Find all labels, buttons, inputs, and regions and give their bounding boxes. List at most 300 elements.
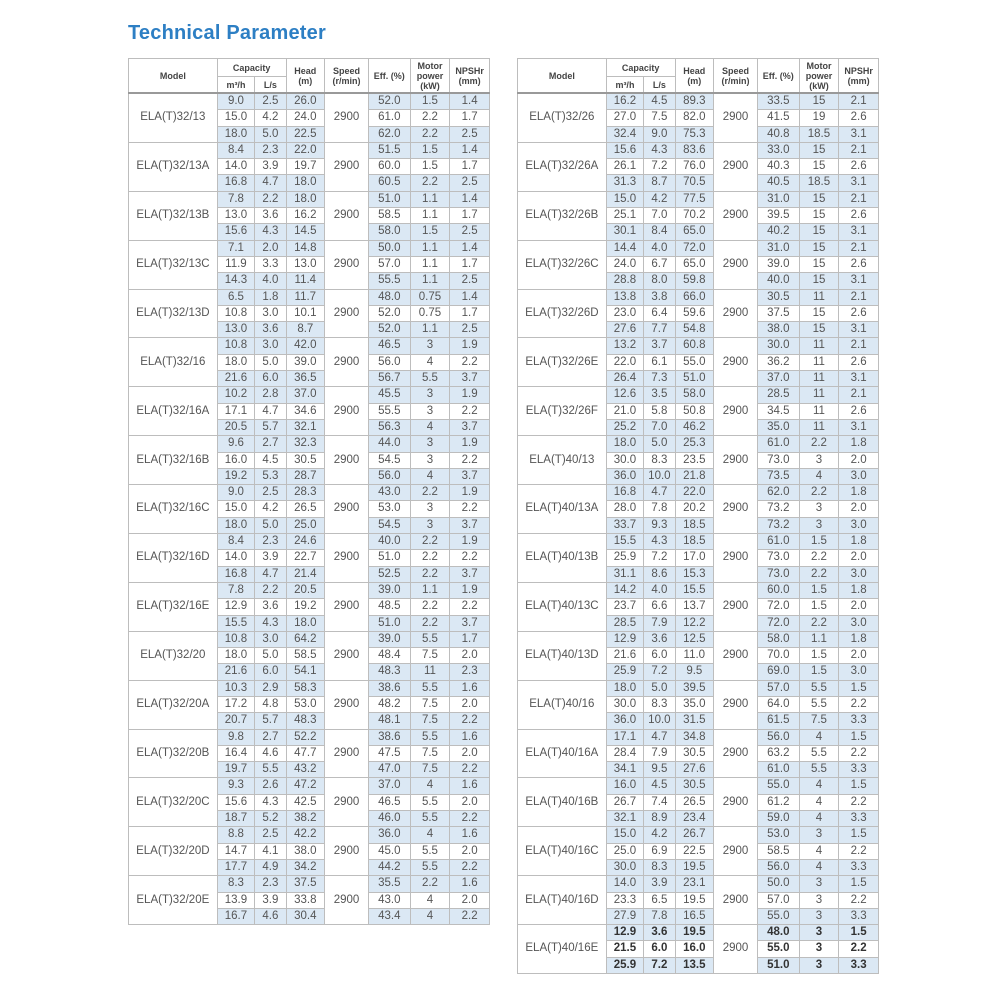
capacity-ls-cell: 7.7	[644, 322, 675, 338]
motor-power-cell: 5.5	[410, 811, 450, 827]
table-row	[518, 778, 879, 794]
capacity-ls-cell: 6.1	[644, 354, 675, 370]
npshr-cell: 2.0	[839, 599, 879, 615]
left-parameter-table-container	[128, 58, 490, 925]
eff-cell: 56.0	[757, 859, 799, 875]
head-cell: 16.2	[286, 208, 325, 224]
capacity-m3h-cell: 14.2	[606, 582, 644, 598]
motor-power-cell: 4	[799, 794, 839, 810]
capacity-ls-cell: 4.5	[255, 452, 286, 468]
head-cell: 38.0	[286, 843, 325, 859]
eff-cell: 61.5	[757, 713, 799, 729]
eff-cell: 44.2	[368, 859, 410, 875]
npshr-cell: 2.2	[839, 794, 879, 810]
eff-cell: 47.0	[368, 762, 410, 778]
motor-power-cell: 4	[799, 468, 839, 484]
capacity-ls-cell: 5.8	[644, 403, 675, 419]
speed-cell: 2900	[325, 436, 369, 485]
npshr-cell: 1.4	[450, 93, 490, 110]
npshr-cell: 3.7	[450, 468, 490, 484]
eff-cell: 31.0	[757, 240, 799, 256]
motor-power-cell: 5.5	[410, 843, 450, 859]
table-row	[129, 142, 490, 158]
head-cell: 42.2	[286, 827, 325, 843]
npshr-cell: 2.2	[839, 696, 879, 712]
capacity-ls-cell: 3.0	[255, 305, 286, 321]
capacity-m3h-cell: 17.1	[606, 729, 644, 745]
capacity-m3h-cell: 18.0	[606, 680, 644, 696]
right-parameter-table-container	[517, 58, 879, 974]
motor-power-cell: 15	[799, 191, 839, 207]
table-row	[129, 436, 490, 452]
npshr-cell: 3.7	[450, 419, 490, 435]
npshr-cell: 2.1	[839, 240, 879, 256]
speed-cell: 2900	[325, 631, 369, 680]
npshr-cell: 2.0	[450, 745, 490, 761]
eff-cell: 52.5	[368, 566, 410, 582]
eff-cell: 48.0	[757, 925, 799, 941]
head-cell: 22.7	[286, 550, 325, 566]
capacity-m3h-cell: 15.0	[217, 501, 255, 517]
motor-power-cell: 1.1	[410, 208, 450, 224]
model-cell: ELA(T)32/13B	[129, 191, 218, 240]
motor-power-cell: 7.5	[410, 696, 450, 712]
capacity-m3h-cell: 22.0	[606, 354, 644, 370]
eff-cell: 39.0	[368, 631, 410, 647]
eff-cell: 56.0	[368, 354, 410, 370]
motor-power-cell: 3	[410, 501, 450, 517]
table-header	[518, 59, 879, 94]
head-cell: 24.0	[286, 110, 325, 126]
npshr-cell: 1.7	[450, 631, 490, 647]
head-cell: 25.0	[286, 517, 325, 533]
speed-cell: 2900	[714, 827, 758, 876]
capacity-m3h-cell: 19.7	[217, 762, 255, 778]
table-row	[129, 338, 490, 354]
capacity-ls-cell: 2.2	[255, 582, 286, 598]
capacity-ls-cell: 7.9	[644, 745, 675, 761]
table-row	[129, 631, 490, 647]
head-cell: 16.5	[675, 908, 714, 924]
eff-cell: 55.5	[368, 403, 410, 419]
eff-cell: 35.0	[757, 419, 799, 435]
capacity-m3h-cell: 15.6	[217, 224, 255, 240]
eff-cell: 51.0	[368, 191, 410, 207]
capacity-ls-cell: 5.0	[255, 354, 286, 370]
motor-power-cell: 1.5	[799, 599, 839, 615]
speed-cell: 2900	[325, 142, 369, 191]
capacity-ls-cell: 3.9	[255, 550, 286, 566]
capacity-ls-cell: 8.6	[644, 566, 675, 582]
capacity-ls-cell: 5.3	[255, 468, 286, 484]
head-cell: 19.5	[675, 925, 714, 941]
capacity-m3h-cell: 21.5	[606, 941, 644, 957]
header-motor-power: Motor power (kW)	[799, 59, 839, 94]
speed-cell: 2900	[325, 582, 369, 631]
capacity-ls-cell: 4.5	[644, 778, 675, 794]
head-cell: 43.2	[286, 762, 325, 778]
capacity-m3h-cell: 14.3	[217, 273, 255, 289]
eff-cell: 40.2	[757, 224, 799, 240]
eff-cell: 51.0	[368, 550, 410, 566]
npshr-cell: 2.2	[839, 843, 879, 859]
capacity-ls-cell: 4.3	[644, 534, 675, 550]
capacity-ls-cell: 4.7	[255, 175, 286, 191]
header-ls: L/s	[255, 77, 286, 94]
capacity-ls-cell: 7.0	[644, 419, 675, 435]
motor-power-cell: 1.1	[410, 256, 450, 272]
motor-power-cell: 5.5	[410, 371, 450, 387]
eff-cell: 37.0	[757, 371, 799, 387]
eff-cell: 39.0	[368, 582, 410, 598]
capacity-m3h-cell: 28.4	[606, 745, 644, 761]
table-row	[518, 729, 879, 745]
eff-cell: 56.0	[368, 468, 410, 484]
capacity-ls-cell: 2.5	[255, 93, 286, 110]
table-row	[518, 485, 879, 501]
npshr-cell: 3.3	[839, 859, 879, 875]
head-cell: 11.7	[286, 289, 325, 305]
eff-cell: 62.0	[757, 485, 799, 501]
capacity-ls-cell: 5.0	[255, 517, 286, 533]
head-cell: 19.5	[675, 859, 714, 875]
eff-cell: 55.5	[368, 273, 410, 289]
capacity-m3h-cell: 7.1	[217, 240, 255, 256]
npshr-cell: 2.2	[450, 550, 490, 566]
model-cell: ELA(T)40/16E	[518, 925, 607, 974]
motor-power-cell: 11	[799, 419, 839, 435]
npshr-cell: 3.1	[839, 419, 879, 435]
eff-cell: 43.0	[368, 485, 410, 501]
motor-power-cell: 11	[799, 354, 839, 370]
table-row	[129, 582, 490, 598]
motor-power-cell: 4	[410, 908, 450, 924]
eff-cell: 46.5	[368, 794, 410, 810]
table-row	[129, 93, 490, 110]
capacity-ls-cell: 7.2	[644, 159, 675, 175]
motor-power-cell: 4	[410, 892, 450, 908]
eff-cell: 60.0	[368, 159, 410, 175]
motor-power-cell: 3	[799, 876, 839, 892]
head-cell: 64.2	[286, 631, 325, 647]
capacity-m3h-cell: 14.4	[606, 240, 644, 256]
capacity-m3h-cell: 33.7	[606, 517, 644, 533]
capacity-m3h-cell: 25.2	[606, 419, 644, 435]
model-cell: ELA(T)32/16A	[129, 387, 218, 436]
capacity-ls-cell: 9.5	[644, 762, 675, 778]
motor-power-cell: 1.5	[799, 648, 839, 664]
capacity-ls-cell: 5.5	[255, 762, 286, 778]
npshr-cell: 1.7	[450, 110, 490, 126]
capacity-ls-cell: 4.2	[255, 110, 286, 126]
capacity-ls-cell: 6.0	[255, 664, 286, 680]
npshr-cell: 2.6	[839, 110, 879, 126]
model-cell: ELA(T)32/16	[129, 338, 218, 387]
speed-cell: 2900	[325, 485, 369, 534]
speed-cell: 2900	[714, 191, 758, 240]
eff-cell: 48.4	[368, 648, 410, 664]
table-row	[518, 827, 879, 843]
eff-cell: 50.0	[368, 240, 410, 256]
capacity-ls-cell: 8.0	[644, 273, 675, 289]
capacity-m3h-cell: 30.1	[606, 224, 644, 240]
capacity-m3h-cell: 14.7	[217, 843, 255, 859]
eff-cell: 38.0	[757, 322, 799, 338]
capacity-ls-cell: 5.7	[255, 419, 286, 435]
eff-cell: 60.5	[368, 175, 410, 191]
model-cell: ELA(T)32/20C	[129, 778, 218, 827]
table-row	[129, 485, 490, 501]
header-speed: Speed (r/min)	[714, 59, 758, 94]
motor-power-cell: 4	[799, 778, 839, 794]
speed-cell: 2900	[325, 387, 369, 436]
capacity-m3h-cell: 10.8	[217, 631, 255, 647]
eff-cell: 36.0	[368, 827, 410, 843]
npshr-cell: 2.1	[839, 338, 879, 354]
npshr-cell: 1.9	[450, 485, 490, 501]
head-cell: 18.0	[286, 615, 325, 631]
head-cell: 30.5	[286, 452, 325, 468]
motor-power-cell: 5.5	[799, 696, 839, 712]
head-cell: 47.7	[286, 745, 325, 761]
head-cell: 76.0	[675, 159, 714, 175]
npshr-cell: 1.6	[450, 876, 490, 892]
head-cell: 77.5	[675, 191, 714, 207]
eff-cell: 56.7	[368, 371, 410, 387]
head-cell: 13.7	[675, 599, 714, 615]
motor-power-cell: 4	[410, 468, 450, 484]
header-capacity: Capacity	[217, 59, 286, 77]
header-ls: L/s	[644, 77, 675, 94]
table-row	[518, 631, 879, 647]
capacity-ls-cell: 5.2	[255, 811, 286, 827]
table-row	[129, 240, 490, 256]
eff-cell: 73.2	[757, 501, 799, 517]
motor-power-cell: 4	[410, 419, 450, 435]
model-cell: ELA(T)32/26	[518, 93, 607, 142]
npshr-cell: 2.2	[450, 762, 490, 778]
capacity-ls-cell: 3.6	[644, 631, 675, 647]
head-cell: 53.0	[286, 696, 325, 712]
capacity-m3h-cell: 18.0	[217, 517, 255, 533]
npshr-cell: 2.0	[450, 843, 490, 859]
capacity-ls-cell: 4.7	[644, 729, 675, 745]
head-cell: 28.3	[286, 485, 325, 501]
motor-power-cell: 4	[799, 729, 839, 745]
header-head: Head (m)	[286, 59, 325, 94]
motor-power-cell: 4	[799, 859, 839, 875]
eff-cell: 57.0	[368, 256, 410, 272]
capacity-ls-cell: 3.3	[255, 256, 286, 272]
eff-cell: 40.5	[757, 175, 799, 191]
capacity-m3h-cell: 34.1	[606, 762, 644, 778]
eff-cell: 37.0	[368, 778, 410, 794]
capacity-ls-cell: 6.7	[644, 256, 675, 272]
npshr-cell: 1.8	[839, 485, 879, 501]
head-cell: 19.7	[286, 159, 325, 175]
table-row	[518, 240, 879, 256]
motor-power-cell: 2.2	[799, 485, 839, 501]
head-cell: 8.7	[286, 322, 325, 338]
eff-cell: 53.0	[757, 827, 799, 843]
eff-cell: 55.0	[757, 778, 799, 794]
motor-power-cell: 0.75	[410, 305, 450, 321]
capacity-ls-cell: 2.8	[255, 387, 286, 403]
motor-power-cell: 1.1	[410, 240, 450, 256]
head-cell: 65.0	[675, 224, 714, 240]
npshr-cell: 2.1	[839, 387, 879, 403]
motor-power-cell: 7.5	[410, 745, 450, 761]
npshr-cell: 2.6	[839, 256, 879, 272]
head-cell: 9.5	[675, 664, 714, 680]
speed-cell: 2900	[325, 93, 369, 142]
head-cell: 20.2	[675, 501, 714, 517]
motor-power-cell: 4	[410, 778, 450, 794]
eff-cell: 57.0	[757, 892, 799, 908]
head-cell: 70.2	[675, 208, 714, 224]
model-cell: ELA(T)32/13C	[129, 240, 218, 289]
motor-power-cell: 1.1	[410, 582, 450, 598]
motor-power-cell: 11	[799, 387, 839, 403]
table-row	[518, 876, 879, 892]
header-capacity: Capacity	[606, 59, 675, 77]
head-cell: 22.5	[675, 843, 714, 859]
eff-cell: 48.1	[368, 713, 410, 729]
eff-cell: 44.0	[368, 436, 410, 452]
capacity-ls-cell: 3.6	[255, 599, 286, 615]
table-row	[518, 925, 879, 941]
motor-power-cell: 5.5	[799, 680, 839, 696]
model-cell: ELA(T)40/16B	[518, 778, 607, 827]
model-cell: ELA(T)32/16E	[129, 582, 218, 631]
capacity-ls-cell: 4.5	[644, 93, 675, 110]
header-speed: Speed (r/min)	[325, 59, 369, 94]
capacity-m3h-cell: 15.0	[217, 110, 255, 126]
table-row	[129, 289, 490, 305]
head-cell: 32.1	[286, 419, 325, 435]
capacity-ls-cell: 4.3	[644, 142, 675, 158]
npshr-cell: 1.4	[450, 191, 490, 207]
eff-cell: 48.3	[368, 664, 410, 680]
motor-power-cell: 3	[410, 403, 450, 419]
head-cell: 59.6	[675, 305, 714, 321]
head-cell: 51.0	[675, 371, 714, 387]
motor-power-cell: 18.5	[799, 175, 839, 191]
motor-power-cell: 1.5	[410, 159, 450, 175]
eff-cell: 61.0	[757, 436, 799, 452]
npshr-cell: 1.6	[450, 778, 490, 794]
eff-cell: 52.0	[368, 322, 410, 338]
npshr-cell: 2.6	[839, 354, 879, 370]
capacity-ls-cell: 6.0	[644, 648, 675, 664]
head-cell: 54.1	[286, 664, 325, 680]
capacity-ls-cell: 4.0	[255, 273, 286, 289]
npshr-cell: 3.1	[839, 175, 879, 191]
capacity-m3h-cell: 36.0	[606, 713, 644, 729]
capacity-m3h-cell: 20.7	[217, 713, 255, 729]
eff-cell: 47.5	[368, 745, 410, 761]
npshr-cell: 2.2	[839, 941, 879, 957]
motor-power-cell: 2.2	[799, 550, 839, 566]
eff-cell: 41.5	[757, 110, 799, 126]
eff-cell: 34.5	[757, 403, 799, 419]
npshr-cell: 3.0	[839, 566, 879, 582]
table-row	[518, 338, 879, 354]
capacity-m3h-cell: 17.1	[217, 403, 255, 419]
capacity-ls-cell: 4.3	[255, 615, 286, 631]
table-row	[129, 680, 490, 696]
head-cell: 23.5	[675, 452, 714, 468]
motor-power-cell: 1.1	[410, 322, 450, 338]
speed-cell: 2900	[325, 338, 369, 387]
motor-power-cell: 15	[799, 305, 839, 321]
npshr-cell: 2.1	[839, 191, 879, 207]
npshr-cell: 3.1	[839, 371, 879, 387]
capacity-ls-cell: 3.7	[644, 338, 675, 354]
model-cell: ELA(T)32/26F	[518, 387, 607, 436]
left-table-body	[129, 93, 490, 925]
left-parameter-table	[128, 58, 490, 925]
speed-cell: 2900	[714, 925, 758, 974]
capacity-ls-cell: 5.0	[644, 436, 675, 452]
motor-power-cell: 2.2	[799, 436, 839, 452]
npshr-cell: 2.0	[839, 648, 879, 664]
npshr-cell: 3.7	[450, 566, 490, 582]
model-cell: ELA(T)40/13C	[518, 582, 607, 631]
table-row	[129, 729, 490, 745]
eff-cell: 61.2	[757, 794, 799, 810]
head-cell: 58.0	[675, 387, 714, 403]
capacity-m3h-cell: 9.3	[217, 778, 255, 794]
npshr-cell: 3.3	[839, 811, 879, 827]
eff-cell: 40.0	[368, 534, 410, 550]
head-cell: 34.6	[286, 403, 325, 419]
capacity-m3h-cell: 18.7	[217, 811, 255, 827]
eff-cell: 73.0	[757, 566, 799, 582]
npshr-cell: 2.5	[450, 224, 490, 240]
capacity-ls-cell: 6.5	[644, 892, 675, 908]
capacity-ls-cell: 4.6	[255, 745, 286, 761]
npshr-cell: 1.9	[450, 387, 490, 403]
motor-power-cell: 1.1	[410, 191, 450, 207]
speed-cell: 2900	[714, 436, 758, 485]
eff-cell: 48.0	[368, 289, 410, 305]
capacity-m3h-cell: 13.9	[217, 892, 255, 908]
head-cell: 50.8	[675, 403, 714, 419]
capacity-ls-cell: 5.0	[644, 680, 675, 696]
npshr-cell: 1.7	[450, 256, 490, 272]
capacity-m3h-cell: 27.6	[606, 322, 644, 338]
head-cell: 19.2	[286, 599, 325, 615]
model-cell: ELA(T)32/26B	[518, 191, 607, 240]
npshr-cell: 1.5	[839, 729, 879, 745]
capacity-ls-cell: 3.6	[644, 925, 675, 941]
npshr-cell: 2.0	[450, 794, 490, 810]
capacity-ls-cell: 4.3	[255, 794, 286, 810]
speed-cell: 2900	[714, 729, 758, 778]
capacity-m3h-cell: 23.0	[606, 305, 644, 321]
eff-cell: 55.0	[757, 941, 799, 957]
motor-power-cell: 3	[410, 436, 450, 452]
head-cell: 34.8	[675, 729, 714, 745]
eff-cell: 52.0	[368, 305, 410, 321]
capacity-ls-cell: 2.3	[255, 142, 286, 158]
motor-power-cell: 4	[799, 811, 839, 827]
motor-power-cell: 15	[799, 159, 839, 175]
capacity-ls-cell: 7.0	[644, 208, 675, 224]
motor-power-cell: 2.2	[799, 615, 839, 631]
model-cell: ELA(T)40/16D	[518, 876, 607, 925]
